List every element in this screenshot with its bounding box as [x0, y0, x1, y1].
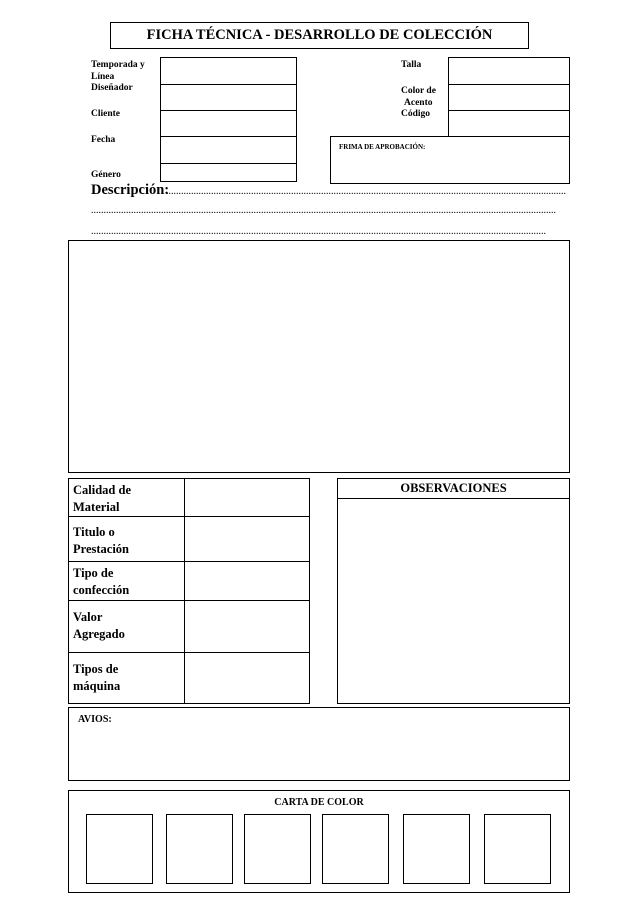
observations-title: OBSERVACIONES: [400, 481, 507, 495]
observations-header-divider: [337, 498, 570, 499]
color-acento-field[interactable]: [448, 84, 570, 111]
color-swatch-4[interactable]: [322, 814, 389, 884]
spec-label-valor: Valor Agregado: [73, 610, 125, 641]
label-genero: Género: [91, 170, 121, 180]
approval-signature-box[interactable]: [330, 136, 570, 184]
spec-value-calidad[interactable]: [185, 479, 309, 516]
avios-box[interactable]: [68, 707, 570, 781]
form-title: FICHA TÉCNICA - DESARROLLO DE COLECCIÓN: [110, 22, 529, 49]
color-swatch-1[interactable]: [86, 814, 153, 884]
description-label: Descripción:: [91, 182, 170, 198]
fecha-field[interactable]: [160, 136, 297, 164]
color-swatch-3[interactable]: [244, 814, 311, 884]
disenador-field[interactable]: [160, 84, 297, 111]
avios-label: AVIOS:: [78, 714, 112, 725]
description-line-2[interactable]: ..........................................................................................................................................................................................: [91, 205, 556, 216]
cliente-field[interactable]: [160, 110, 297, 137]
spec-value-titulo[interactable]: [185, 517, 309, 561]
temporada-linea-field[interactable]: [160, 57, 297, 85]
label-color-acento-2: Acento: [404, 98, 433, 108]
codigo-field[interactable]: [448, 110, 570, 137]
genero-field[interactable]: [160, 163, 297, 182]
label-codigo: Código: [401, 109, 431, 119]
label-talla: Talla: [401, 60, 422, 70]
label-disenador: Diseñador: [91, 83, 133, 93]
spec-value-confeccion[interactable]: [185, 562, 309, 600]
spec-label-calidad: Calidad de Material: [73, 483, 132, 514]
label-fecha: Fecha: [91, 135, 116, 145]
color-swatch-2[interactable]: [166, 814, 233, 884]
color-chart-title: CARTA DE COLOR: [274, 797, 364, 808]
observations-box[interactable]: [337, 478, 570, 704]
description-line-1[interactable]: ................................................................................................................................................................: [166, 186, 566, 197]
spec-label-confeccion: Tipo de confección: [73, 566, 130, 597]
label-linea: Línea: [91, 72, 115, 82]
spec-value-valor[interactable]: [185, 601, 309, 652]
label-temporada: Temporada y: [91, 60, 145, 70]
description-line-3[interactable]: ......................................................................................................................................................................................: [91, 226, 546, 237]
label-cliente: Cliente: [91, 109, 121, 119]
talla-field[interactable]: [448, 57, 570, 85]
design-sketch-area[interactable]: [68, 240, 570, 473]
spec-value-maquina[interactable]: [185, 653, 309, 703]
color-swatch-5[interactable]: [403, 814, 470, 884]
label-color-acento-1: Color de: [401, 86, 436, 96]
spec-label-maquina: Tipos de máquina: [73, 662, 121, 693]
approval-label: FRIMA DE APROBACIÓN:: [339, 143, 426, 151]
spec-label-titulo: Titulo o Prestación: [73, 525, 130, 556]
color-swatch-6[interactable]: [484, 814, 551, 884]
